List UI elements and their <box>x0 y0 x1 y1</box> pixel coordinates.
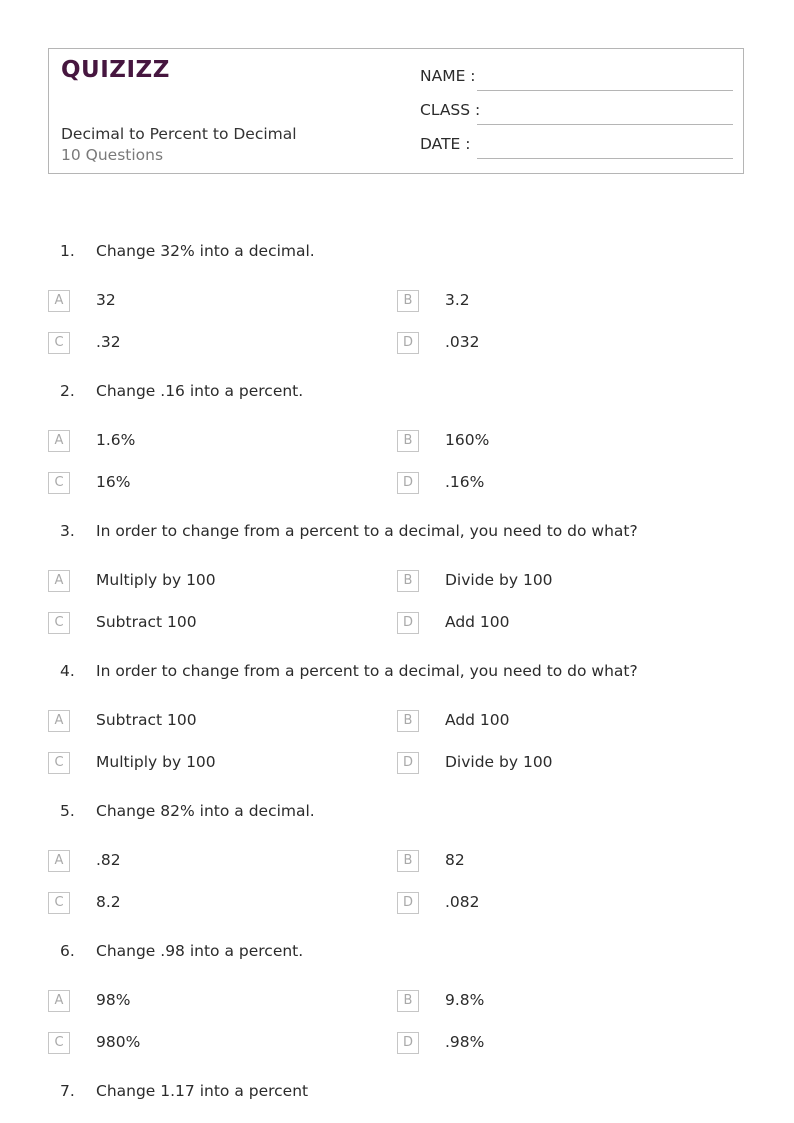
option-box-c[interactable]: C <box>48 612 70 634</box>
class-field[interactable] <box>420 101 733 125</box>
question-text: Change .16 into a percent. <box>96 382 304 400</box>
name-label: NAME : <box>420 67 476 85</box>
option-text-b: Divide by 100 <box>445 571 553 589</box>
option-box-b[interactable]: B <box>397 990 419 1012</box>
option-text-b: 9.8% <box>445 991 485 1009</box>
option-box-c[interactable]: C <box>48 332 70 354</box>
option-text-b: 160% <box>445 431 490 449</box>
option-box-a[interactable]: A <box>48 990 70 1012</box>
option-text-a: .82 <box>96 851 121 869</box>
question-text: Change .98 into a percent. <box>96 942 304 960</box>
question-number: 4. <box>60 662 75 680</box>
option-box-d[interactable]: D <box>397 612 419 634</box>
question-number: 2. <box>60 382 75 400</box>
date-label: DATE : <box>420 135 471 153</box>
option-text-c: 16% <box>96 473 131 491</box>
question-count: 10 Questions <box>61 146 164 164</box>
option-box-b[interactable]: B <box>397 570 419 592</box>
option-box-d[interactable]: D <box>397 892 419 914</box>
option-box-c[interactable]: C <box>48 472 70 494</box>
option-text-c: 980% <box>96 1033 141 1051</box>
option-box-d[interactable]: D <box>397 472 419 494</box>
option-text-c: Subtract 100 <box>96 613 197 631</box>
date-field[interactable] <box>420 135 733 159</box>
question-text: In order to change from a percent to a decimal, you need to do what? <box>96 522 638 540</box>
worksheet-header <box>48 48 744 174</box>
question-number: 6. <box>60 942 75 960</box>
option-text-c: 8.2 <box>96 893 121 911</box>
option-text-b: Add 100 <box>445 711 510 729</box>
worksheet-title: Decimal to Percent to Decimal <box>61 125 297 143</box>
option-box-b[interactable]: B <box>397 430 419 452</box>
option-box-a[interactable]: A <box>48 710 70 732</box>
option-text-c: .32 <box>96 333 121 351</box>
name-line[interactable] <box>477 90 733 91</box>
option-text-a: 32 <box>96 291 116 309</box>
question-number: 3. <box>60 522 75 540</box>
option-text-d: .032 <box>445 333 480 351</box>
option-box-c[interactable]: C <box>48 892 70 914</box>
class-label: CLASS : <box>420 101 481 119</box>
option-text-b: 3.2 <box>445 291 470 309</box>
class-line[interactable] <box>477 124 733 125</box>
name-field[interactable] <box>420 67 733 91</box>
question-text: Change 32% into a decimal. <box>96 242 315 260</box>
question-number: 7. <box>60 1082 75 1100</box>
question-text: Change 82% into a decimal. <box>96 802 315 820</box>
option-text-b: 82 <box>445 851 465 869</box>
option-text-a: 98% <box>96 991 131 1009</box>
option-text-d: .98% <box>445 1033 485 1051</box>
option-box-d[interactable]: D <box>397 1032 419 1054</box>
option-text-d: .082 <box>445 893 480 911</box>
option-box-c[interactable]: C <box>48 752 70 774</box>
question-text: Change 1.17 into a percent <box>96 1082 309 1100</box>
option-text-a: 1.6% <box>96 431 136 449</box>
option-box-b[interactable]: B <box>397 290 419 312</box>
question-text: In order to change from a percent to a decimal, you need to do what? <box>96 662 638 680</box>
option-box-a[interactable]: A <box>48 430 70 452</box>
option-text-a: Multiply by 100 <box>96 571 216 589</box>
question-number: 1. <box>60 242 75 260</box>
option-text-a: Subtract 100 <box>96 711 197 729</box>
option-box-a[interactable]: A <box>48 850 70 872</box>
option-text-c: Multiply by 100 <box>96 753 216 771</box>
option-box-a[interactable]: A <box>48 570 70 592</box>
option-text-d: .16% <box>445 473 485 491</box>
option-box-b[interactable]: B <box>397 850 419 872</box>
option-box-a[interactable]: A <box>48 290 70 312</box>
question-number: 5. <box>60 802 75 820</box>
option-box-d[interactable]: D <box>397 752 419 774</box>
date-line[interactable] <box>477 158 733 159</box>
option-text-d: Divide by 100 <box>445 753 553 771</box>
option-box-d[interactable]: D <box>397 332 419 354</box>
option-text-d: Add 100 <box>445 613 510 631</box>
quizizz-logo: QUIZIZZ <box>61 57 170 83</box>
option-box-b[interactable]: B <box>397 710 419 732</box>
option-box-c[interactable]: C <box>48 1032 70 1054</box>
